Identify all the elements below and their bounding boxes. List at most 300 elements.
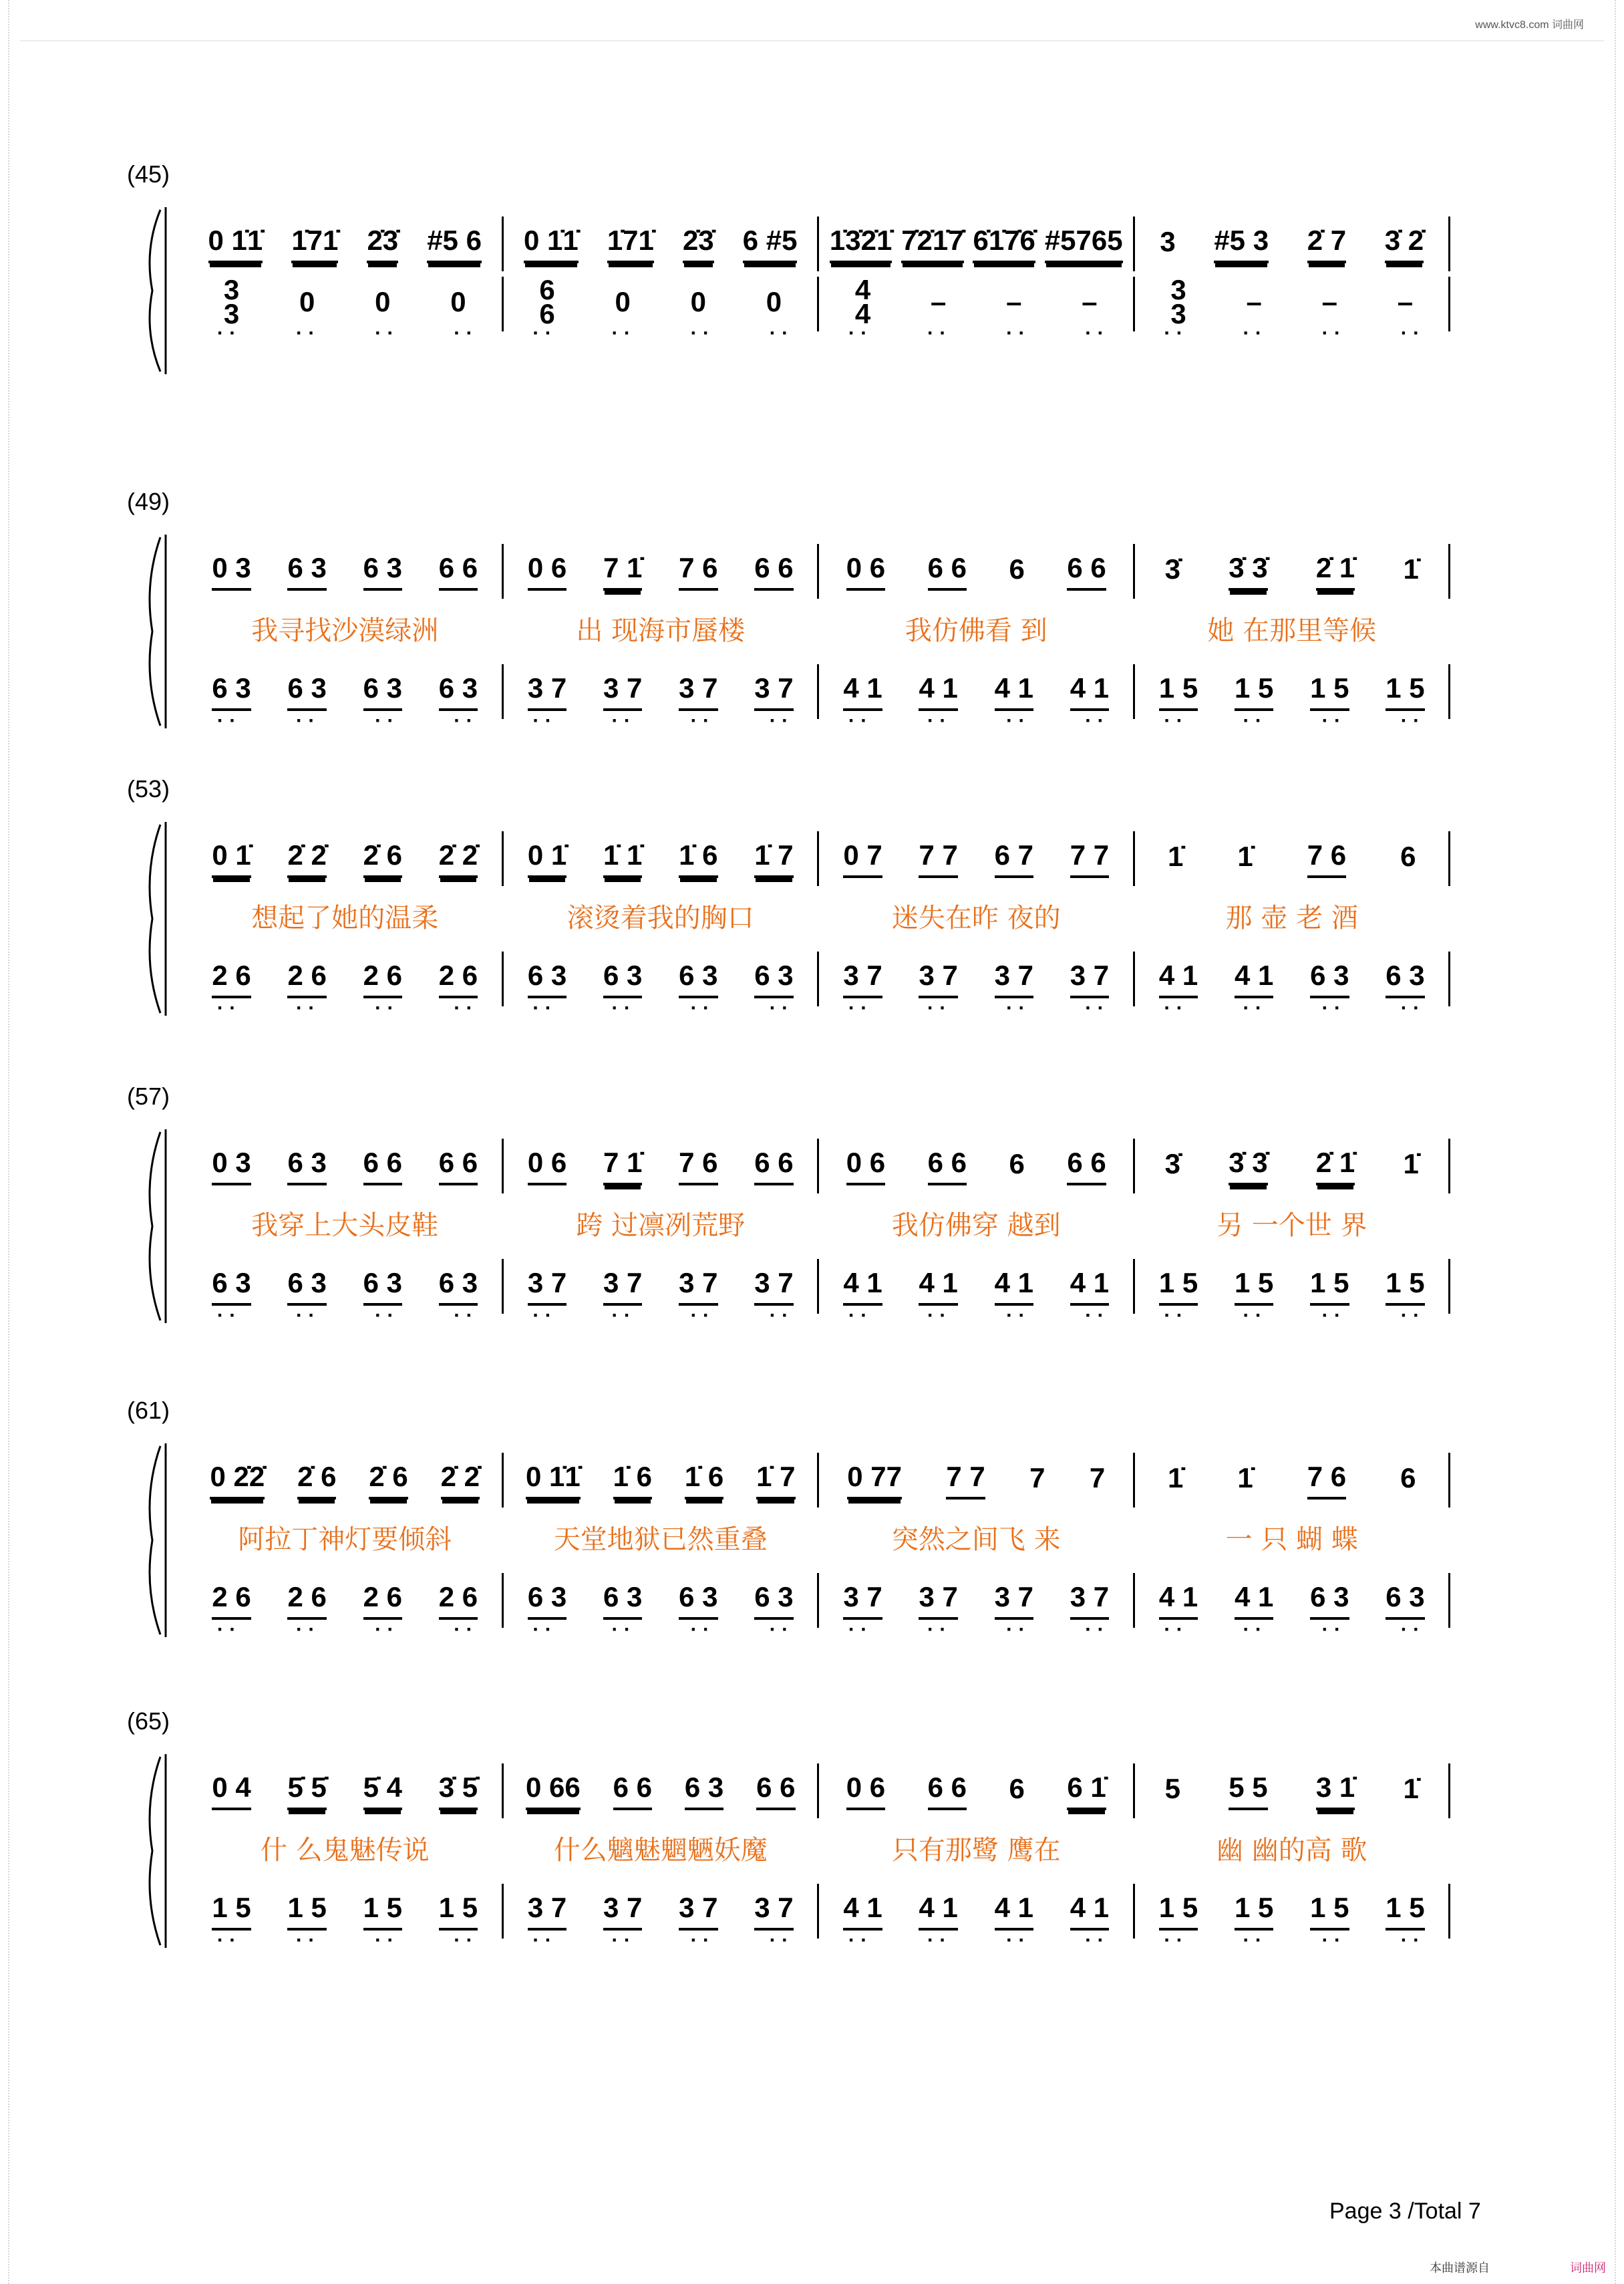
lower-octave-dot: · ·	[769, 1618, 789, 1640]
system-brace	[140, 1754, 167, 1951]
lower-octave-dot: · ·	[769, 710, 789, 732]
lower-octave-dot: · ·	[769, 1929, 789, 1951]
note-group: 1̇	[1403, 553, 1419, 585]
note-group: 2 6	[212, 1581, 251, 1620]
lower-octave-dot: · ·	[532, 1929, 552, 1951]
right-margin-border	[1615, 0, 1624, 2284]
melody-staff	[187, 1767, 1450, 1814]
note-group: 1̇	[1237, 1462, 1253, 1493]
note-group: 1 5	[212, 1892, 251, 1931]
note-group: 7 1̇	[603, 552, 642, 591]
note-group: 1 5	[1386, 672, 1424, 711]
lyric-measure: 天堂地狱已然重叠	[553, 1524, 768, 1555]
bass-measure	[503, 956, 819, 1002]
melody-measure	[1134, 835, 1450, 882]
bass-staff	[187, 1888, 1450, 1935]
octave-dots	[187, 997, 1450, 1019]
barline	[1448, 1884, 1450, 1939]
note-group: 6 3	[212, 1267, 251, 1306]
note-group: 1 5	[1386, 1892, 1424, 1931]
note-group: 0	[766, 286, 782, 317]
site-watermark: www.ktvc8.com 词曲网	[1475, 19, 1584, 31]
barline	[1448, 1139, 1450, 1193]
score-system	[127, 1083, 1490, 1326]
lower-octave-dot: · ·	[1085, 1618, 1104, 1640]
note-group: 2 6	[363, 1581, 402, 1620]
note-group: #5 6	[427, 225, 482, 263]
lower-octave-dot: · ·	[848, 710, 868, 732]
lyric-measure: 跨 过凛冽荒野	[576, 1209, 746, 1241]
barline	[1448, 1453, 1450, 1508]
note-group: 6	[1009, 1773, 1025, 1804]
note-group: #5765	[1045, 225, 1123, 263]
melody-staff	[187, 1143, 1450, 1189]
lyric-measure: 想起了她的温柔	[251, 902, 439, 934]
bass-measure	[1134, 668, 1450, 715]
note-group: 6 3	[439, 1267, 478, 1306]
lower-octave-dot: · ·	[1164, 1929, 1183, 1951]
note-group: 3 7	[603, 672, 642, 711]
octave-dots	[187, 1929, 1450, 1951]
note-group: 6 3	[1386, 1581, 1424, 1620]
lower-octave-dot: · ·	[1243, 997, 1262, 1019]
note-group: 6	[1009, 553, 1025, 585]
note-group: 6 6	[928, 1147, 967, 1185]
note-group: 2 6	[439, 1581, 478, 1620]
note-group: –	[931, 286, 947, 317]
bass-measure	[187, 1888, 503, 1935]
system-brace	[140, 535, 167, 732]
barline	[1448, 664, 1450, 719]
barline	[1448, 544, 1450, 599]
note-group: 0 1̇1̇	[208, 225, 263, 263]
note-group: 1̇ 6	[679, 839, 717, 878]
lower-octave-dot: · ·	[1400, 710, 1420, 732]
lower-octave-dot: · ·	[296, 1929, 315, 1951]
melody-measure	[818, 221, 1134, 267]
note-group: 1̇ 7	[754, 839, 793, 878]
lower-octave-dot: · ·	[1243, 1929, 1262, 1951]
system-brace	[140, 1443, 167, 1640]
lower-octave-dot: · ·	[611, 1304, 631, 1326]
bass-measure	[187, 668, 503, 715]
note-group: 4 1	[919, 672, 957, 711]
bass-measure	[503, 1577, 819, 1624]
note-group: 4 1	[1159, 960, 1198, 998]
measure-number: (65)	[127, 1707, 170, 1735]
note-group: 3 7	[995, 960, 1033, 998]
melody-measure	[1134, 1143, 1450, 1189]
note-group: 6 1̇	[1067, 1771, 1106, 1810]
note-group: 0 1̇	[212, 839, 251, 878]
lower-octave-dot: · ·	[375, 1618, 394, 1640]
bass-measure	[1134, 1888, 1450, 1935]
note-group: 6 3	[528, 1581, 566, 1620]
melody-measure	[503, 1457, 819, 1504]
lower-octave-dot: · ·	[927, 710, 947, 732]
note-group: 1 5	[1310, 1267, 1349, 1306]
lower-octave-dot: · ·	[1006, 1304, 1025, 1326]
note-group: 6 3	[287, 1267, 326, 1306]
note-group: 4 1	[1070, 672, 1109, 711]
lower-octave-dot: · ·	[1321, 1618, 1341, 1640]
lower-octave-dot: · ·	[927, 1618, 947, 1640]
octave-dots	[187, 1618, 1450, 1640]
bass-measure	[818, 1263, 1134, 1310]
melody-measure	[187, 1457, 503, 1504]
note-group: 0 77	[847, 1461, 902, 1500]
lower-octave-dot: · ·	[375, 710, 394, 732]
note-group: 1̇71̇	[607, 225, 654, 263]
note-group: 3 7	[754, 1892, 793, 1931]
note-group: 2̇ 6	[363, 839, 402, 878]
note-group: 4 1	[843, 1267, 882, 1306]
lower-octave-dot: · ·	[454, 1304, 473, 1326]
score-system	[127, 775, 1490, 1019]
lyric-measure: 幽 幽的高 歌	[1216, 1834, 1367, 1866]
note-group: 3 7	[528, 1892, 566, 1931]
lower-octave-dot: · ·	[454, 710, 473, 732]
bass-staff	[187, 956, 1450, 1002]
note-group: 7	[1089, 1462, 1106, 1493]
note-group: 3̇ 3̇	[1229, 552, 1267, 591]
footer-source-label: 本曲谱源自	[1430, 2261, 1490, 2275]
note-group: 1 5	[1235, 1892, 1273, 1931]
note-group: 7 6	[679, 1147, 717, 1185]
note-group: 6 3	[287, 1147, 326, 1185]
note-group: 1̇3̇2̇1̇	[830, 225, 892, 263]
note-group: 0 1̇1̇	[526, 1461, 581, 1500]
melody-measure	[818, 548, 1134, 595]
lower-octave-dot: · ·	[927, 997, 947, 1019]
lower-octave-dot: · ·	[848, 997, 868, 1019]
chord-note: 3	[1170, 298, 1186, 329]
melody-measure	[503, 835, 819, 882]
barline	[1448, 1573, 1450, 1628]
octave-dots	[187, 710, 1450, 732]
note-group: 0	[615, 286, 631, 317]
note-group: 4 1	[995, 1892, 1033, 1931]
lyrics-line	[187, 1203, 1450, 1243]
melody-measure	[1134, 548, 1450, 595]
lower-octave-dot: · ·	[1006, 710, 1025, 732]
lower-octave-dot: · ·	[1243, 322, 1262, 344]
note-group: 2 6	[439, 960, 478, 998]
melody-measure	[818, 1457, 1134, 1504]
lower-octave-dot: · ·	[216, 1618, 236, 1640]
lower-octave-dot: · ·	[1321, 710, 1341, 732]
note-group: 2̇ 2̇	[441, 1461, 480, 1500]
note-group: 2̇ 2̇	[287, 839, 326, 878]
bass-measure	[818, 1888, 1134, 1935]
note-group: 3 7	[528, 672, 566, 711]
melody-measure	[818, 835, 1134, 882]
note-group: 2̇ 1̇	[1316, 1147, 1355, 1185]
note-group: 1̇ 6	[613, 1461, 652, 1500]
lower-octave-dot: · ·	[848, 1304, 868, 1326]
measure-number: (61)	[127, 1397, 170, 1424]
lower-octave-dot: · ·	[1006, 997, 1025, 1019]
lower-octave-dot: · ·	[454, 322, 473, 344]
note-group: 6 6	[756, 1771, 795, 1810]
lower-octave-dot: · ·	[375, 1929, 394, 1951]
note-group: 6 6	[439, 552, 478, 591]
lower-octave-dot: · ·	[690, 710, 709, 732]
note-group: 1̇	[1403, 1148, 1419, 1179]
note-group: 2̇ 1̇	[1316, 552, 1355, 591]
lower-octave-dot: · ·	[375, 1304, 394, 1326]
note-group: 5̇ 5̇	[287, 1771, 326, 1810]
note-group: 0	[375, 286, 391, 317]
bass-staff	[187, 1263, 1450, 1310]
lower-octave-dot: · ·	[216, 997, 236, 1019]
bass-staff	[187, 1577, 1450, 1624]
lower-octave-dot: · ·	[1006, 322, 1025, 344]
lower-octave-dot: · ·	[1006, 1618, 1025, 1640]
lower-octave-dot: · ·	[848, 322, 868, 344]
melody-measure	[818, 1143, 1134, 1189]
note-group: 4 1	[1235, 1581, 1273, 1620]
note-group: 7̇2̇1̇7̇	[901, 225, 963, 263]
lower-octave-dot: · ·	[1321, 1929, 1341, 1951]
lower-octave-dot: · ·	[216, 1929, 236, 1951]
note-group: #5 3	[1214, 225, 1269, 263]
lower-octave-dot: · ·	[1164, 710, 1183, 732]
lower-octave-dot: · ·	[1006, 1929, 1025, 1951]
note-group: 6 3	[287, 672, 326, 711]
bass-measure	[818, 668, 1134, 715]
note-group: 1 5	[1159, 672, 1198, 711]
score-system	[127, 1707, 1490, 1951]
barline	[1448, 277, 1450, 331]
melody-measure	[503, 221, 819, 267]
lower-octave-dot: · ·	[1243, 1618, 1262, 1640]
melody-measure	[503, 1143, 819, 1189]
lower-octave-dot: · ·	[927, 322, 947, 344]
note-group: 1 5	[1310, 672, 1349, 711]
note-group: 3 7	[1070, 1581, 1109, 1620]
note-group: 1 5	[1310, 1892, 1349, 1931]
note-group: 0 3	[212, 1147, 251, 1185]
measure-number: (45)	[127, 160, 170, 188]
lower-octave-dot: · ·	[1164, 1618, 1183, 1640]
note-group: 0 4	[212, 1771, 251, 1810]
lower-octave-dot: · ·	[1164, 322, 1183, 344]
note-group: 6 3	[754, 960, 793, 998]
note-group: 5 5	[1229, 1771, 1267, 1810]
note-group: 0 1̇1̇	[524, 225, 579, 263]
note-group: 0 6	[846, 1771, 885, 1810]
note-group: 1 5	[1235, 1267, 1273, 1306]
note-group: 2̇3̇	[683, 225, 714, 263]
lower-octave-dot: · ·	[690, 1304, 709, 1326]
note-group: 3 7	[679, 1892, 717, 1931]
lower-octave-dot: · ·	[1085, 710, 1104, 732]
lyric-measure: 滚烫着我的胸口	[566, 902, 754, 934]
note-group: 0 6	[528, 1147, 566, 1185]
note-group: 1̇ 6	[685, 1461, 723, 1500]
bass-measure	[818, 274, 1134, 329]
note-group: 3 7	[679, 672, 717, 711]
lower-octave-dot: · ·	[532, 710, 552, 732]
note-group: 6 3	[679, 1581, 717, 1620]
note-group: 0 7	[843, 839, 882, 878]
score-system	[127, 160, 1490, 374]
lower-octave-dot: · ·	[769, 1304, 789, 1326]
chord-note: 4	[854, 274, 871, 305]
bass-measure	[187, 274, 503, 329]
note-group: 2 6	[363, 960, 402, 998]
note-group: 5	[1164, 1773, 1180, 1804]
bass-measure	[1134, 956, 1450, 1002]
lyric-measure: 那 壶 老 酒	[1225, 902, 1358, 934]
note-group: 1 5	[1159, 1267, 1198, 1306]
measure-number: (57)	[127, 1083, 170, 1110]
system-brace	[140, 207, 167, 378]
lower-octave-dot: · ·	[1243, 710, 1262, 732]
bass-measure	[1134, 1263, 1450, 1310]
lower-octave-dot: · ·	[296, 997, 315, 1019]
note-group: 0 6	[846, 552, 885, 591]
note-group: 6 3	[685, 1771, 723, 1810]
lower-octave-dot: · ·	[1085, 322, 1104, 344]
note-group: 3 7	[528, 1267, 566, 1306]
note-group: 0 1̇	[528, 839, 566, 878]
chord-note: 4	[854, 298, 871, 329]
octave-dots	[187, 322, 1450, 344]
lower-octave-dot: · ·	[216, 322, 236, 344]
lower-octave-dot: · ·	[611, 710, 631, 732]
note-group: 4 1	[1159, 1581, 1198, 1620]
lyrics-line	[187, 1517, 1450, 1557]
note-group: 6 3	[363, 672, 402, 711]
note-group: 6 6	[1067, 1147, 1106, 1185]
note-group: 2̇ 2̇	[439, 839, 478, 878]
chord-note: 3	[223, 274, 240, 305]
note-group: 4 1	[995, 1267, 1033, 1306]
note-group: 1̇	[1403, 1773, 1419, 1804]
note-group: 0 2̇2̇	[210, 1461, 265, 1500]
note-group: 4 1	[843, 1892, 882, 1931]
melody-measure	[1134, 221, 1450, 267]
bass-measure	[818, 1577, 1134, 1624]
lower-octave-dot: · ·	[1085, 997, 1104, 1019]
lower-octave-dot: · ·	[375, 997, 394, 1019]
measure-number: (49)	[127, 488, 170, 515]
note-group: 1̇71̇	[291, 225, 338, 263]
lower-octave-dot: · ·	[532, 322, 552, 344]
note-group: 6 6	[928, 552, 967, 591]
score-system	[127, 1397, 1490, 1640]
lower-octave-dot: · ·	[375, 322, 394, 344]
note-group: 4 1	[919, 1267, 957, 1306]
lower-octave-dot: · ·	[848, 1929, 868, 1951]
lower-octave-dot: · ·	[296, 322, 315, 344]
score-system	[127, 488, 1490, 732]
lyric-measure: 迷失在昨 夜的	[891, 902, 1061, 934]
note-group: 1 5	[363, 1892, 402, 1931]
bass-measure	[818, 956, 1134, 1002]
note-group: 7	[1029, 1462, 1045, 1493]
note-group: 0	[690, 286, 706, 317]
lower-octave-dot: · ·	[296, 1304, 315, 1326]
note-group: 6 3	[1310, 960, 1349, 998]
page-number: Page 3 /Total 7	[1329, 2198, 1481, 2224]
note-group: 3 7	[919, 1581, 957, 1620]
lower-octave-dot: · ·	[454, 1618, 473, 1640]
lower-octave-dot: · ·	[1085, 1929, 1104, 1951]
bass-measure	[503, 668, 819, 715]
octave-dots	[187, 1304, 1450, 1326]
note-group: 0 3	[212, 552, 251, 591]
note-group: 3 1̇	[1316, 1771, 1355, 1810]
note-group: 6 6	[928, 1771, 967, 1810]
melody-measure	[503, 1767, 819, 1814]
lyric-measure: 我仿佛看 到	[905, 615, 1047, 646]
lyric-measure: 突然之间飞 来	[891, 1524, 1061, 1555]
note-group: 4 1	[919, 1892, 957, 1931]
lower-octave-dot: · ·	[1321, 322, 1341, 344]
lower-octave-dot: · ·	[1400, 1304, 1420, 1326]
bass-measure	[503, 1263, 819, 1310]
melody-measure	[187, 1143, 503, 1189]
lower-octave-dot: · ·	[1400, 322, 1420, 344]
lyric-measure: 我寻找沙漠绿洲	[251, 615, 439, 646]
note-group: 2 6	[287, 960, 326, 998]
lower-octave-dot: · ·	[296, 710, 315, 732]
note-group: 6	[1400, 1462, 1416, 1493]
note-group: 6 3	[212, 672, 251, 711]
note-group: 4 1	[843, 672, 882, 711]
note-group: 0	[450, 286, 466, 317]
lyric-measure: 什 么鬼魅传说	[260, 1834, 430, 1866]
lower-octave-dot: · ·	[296, 1618, 315, 1640]
lower-octave-dot: · ·	[611, 997, 631, 1019]
lyric-measure: 阿拉丁神灯要倾斜	[238, 1524, 452, 1555]
note-group: 0 6	[846, 1147, 885, 1185]
note-group: 6̇1̇7̇6̇	[973, 225, 1035, 263]
note-group: 6 6	[754, 552, 793, 591]
note-group: 6	[1400, 841, 1416, 872]
note-group: 1 5	[1386, 1267, 1424, 1306]
barline	[1448, 831, 1450, 886]
melody-measure	[503, 548, 819, 595]
barline	[1448, 1763, 1450, 1818]
chord-note: 6	[539, 274, 555, 305]
lower-octave-dot: · ·	[611, 1618, 631, 1640]
note-group: 2 6	[287, 1581, 326, 1620]
note-group: –	[1246, 286, 1262, 317]
note-group: 4 1	[1235, 960, 1273, 998]
note-group: 0	[299, 286, 315, 317]
lyric-measure: 另 一个世 界	[1216, 1209, 1367, 1241]
note-group: 6 3	[439, 672, 478, 711]
note-group: –	[1397, 286, 1414, 317]
note-group: 3 7	[995, 1581, 1033, 1620]
note-group: 3 7	[919, 960, 957, 998]
lower-octave-dot: · ·	[1321, 1304, 1341, 1326]
note-group: 6 3	[528, 960, 566, 998]
note-group: 3̇ 2̇	[1385, 225, 1424, 263]
bass-measure	[187, 956, 503, 1002]
note-group: 1 5	[287, 1892, 326, 1931]
note-group: 0 66	[526, 1771, 581, 1810]
note-group: 6 6	[363, 1147, 402, 1185]
lower-octave-dot: · ·	[454, 997, 473, 1019]
melody-measure	[187, 548, 503, 595]
lyric-measure: 她 在那里等候	[1207, 615, 1377, 646]
lower-octave-dot: · ·	[216, 710, 236, 732]
